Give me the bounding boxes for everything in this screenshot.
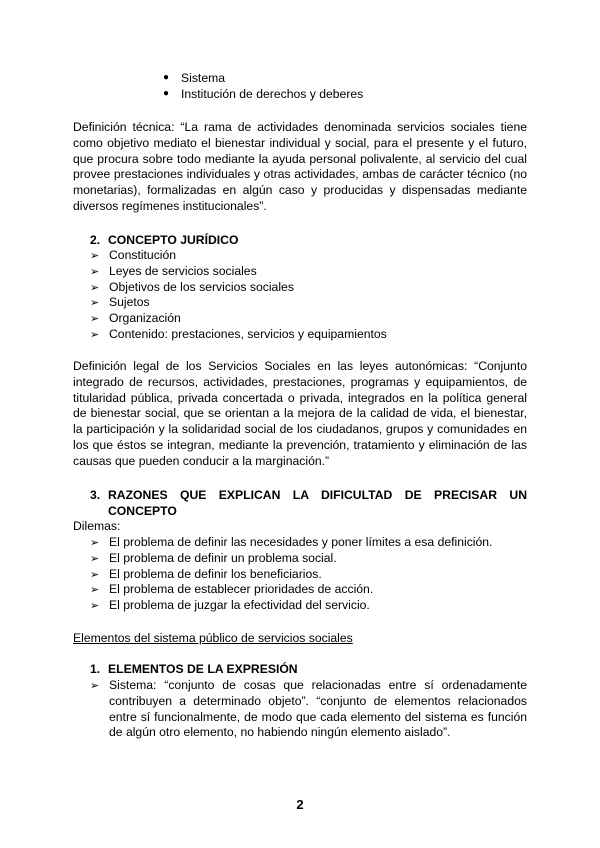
- page-number: 2: [296, 797, 304, 812]
- list-item: ➢ Leyes de servicios sociales: [90, 263, 257, 278]
- list-item: ➢ El problema de definir un problema social.: [90, 550, 337, 565]
- list-item: ➢ El problema de definir las necesidades y poner límites a esa definición.: [90, 535, 493, 549]
- bullet-icon: ●: [163, 88, 170, 99]
- sistema-list: [90, 678, 527, 741]
- list-item: ➢ El problema de juzgar la efectividad del servicio.: [90, 598, 370, 613]
- dilemas-label: Dilemas:: [73, 519, 121, 533]
- arrow-bullet-icon: ➢: [90, 264, 100, 278]
- section-2-list: [90, 248, 387, 343]
- arrow-bullet-icon: ➢: [90, 583, 100, 597]
- arrow-bullet-icon: ➢: [90, 280, 100, 294]
- definicion-tecnica-paragraph: Definición técnica: “La rama de actividades denominada servicios sociales tiene como objetivo mediato el bienestar individual y social, para el presente y el futuro, que procura sobre todo mediante la ayuda personal polivalente, al servicio del cual provee prestaciones individuales y otras actividades, ambas de carácter técnico (no monetarias), formalizadas en algún caso y producidas y dispensadas mediante diversos regímenes institucionales”.: [73, 120, 527, 213]
- top-bullet-list: [163, 70, 363, 102]
- arrow-bullet-icon: ➢: [90, 679, 100, 692]
- section-1-heading: 1. ELEMENTOS DE LA EXPRESIÓN: [90, 662, 298, 676]
- list-item: ● Institución de derechos y deberes: [163, 87, 364, 101]
- list-item: ➢ Organización: [90, 311, 181, 326]
- elementos-subheading: Elementos del sistema público de servicios sociales: [73, 631, 353, 645]
- list-item: ➢ El problema de definir los beneficiarios.: [90, 566, 322, 581]
- bullet-icon: ●: [163, 72, 170, 83]
- list-item: ➢ El problema de establecer prioridades de acción.: [90, 582, 374, 597]
- arrow-bullet-icon: ➢: [90, 536, 100, 549]
- list-item: ➢ Objetivos de los servicios sociales: [90, 279, 294, 294]
- list-item: ➢ Sujetos: [90, 295, 150, 310]
- section-3-heading: 3. RAZONES QUE EXPLICAN LA DIFICULTAD DE PRECISAR UN CONCEPTO: [90, 488, 527, 518]
- arrow-bullet-icon: ➢: [90, 312, 100, 326]
- list-item: ➢ Contenido: prestaciones, servicios y equipamientos: [90, 326, 387, 341]
- list-item: ➢ Constitución: [90, 248, 177, 262]
- section-3-list: [90, 535, 492, 614]
- section-2-heading: 2. CONCEPTO JURÍDICO: [90, 233, 239, 247]
- arrow-bullet-icon: ➢: [90, 567, 100, 581]
- arrow-bullet-icon: ➢: [90, 327, 100, 341]
- arrow-bullet-icon: ➢: [90, 249, 100, 262]
- arrow-bullet-icon: ➢: [90, 599, 100, 613]
- list-item: ➢ Sistema: “conjunto de cosas que relacionadas entre sí ordenadamente contribuyen a determinado objeto”. “conjunto de elementos relacionados entre sí funcionalmente, de modo que cada elemento del sistema es función de algún otro elemento, no habiendo ningún elemento aislado”.: [90, 678, 527, 740]
- definicion-legal-paragraph: Definición legal de los Servicios Sociales en las leyes autonómicas: “Conjunto integrado de recursos, actividades, prestaciones, programas y equipamientos, de titularidad pública, privada concertada o privada, integrados en la política general de bienestar social, que se orientan a la mejora de la calidad de vida, el bienestar, la participación y la solidaridad social de los ciudadanos, grupos y comunidades en los que éstos se integran, mediante la prevención, tratamiento y eliminación de las causas que pueden conducir a la marginación.”: [73, 359, 527, 468]
- arrow-bullet-icon: ➢: [90, 296, 100, 310]
- list-item: ● Sistema: [163, 71, 226, 85]
- arrow-bullet-icon: ➢: [90, 551, 100, 565]
